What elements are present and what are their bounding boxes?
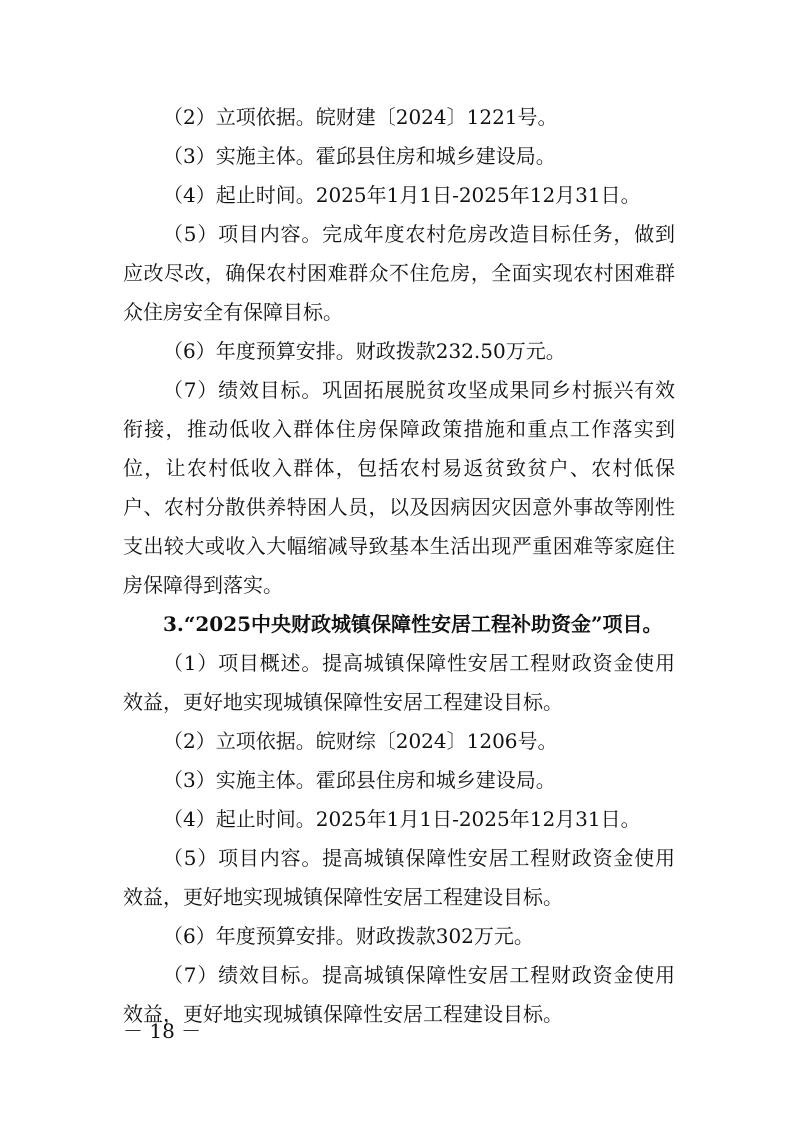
paragraph-budget: （6）年度预算安排。财政拨款232.50万元。 (163, 339, 566, 363)
paragraph-content-2: （5）项目内容。提高城镇保障性安居工程财政资金使用效益，更好地实现城镇保障性安居工程建设目标。 (123, 846, 675, 909)
paragraph-implementer-2: （3）实施主体。霍邱县住房和城乡建设局。 (163, 768, 556, 792)
page-number: － 18 － (123, 1019, 202, 1043)
paragraph-goal-2: （7）绩效目标。提高城镇保障性安居工程财政资金使用效益，更好地实现城镇保障性安居工程建设目标。 (123, 963, 675, 1026)
paragraph-basis-2: （2）立项依据。皖财综〔2024〕1206号。 (163, 729, 558, 753)
paragraph-period: （4）起止时间。2025年1月1日-2025年12月31日。 (163, 183, 641, 207)
paragraph-goal: （7）绩效目标。巩固拓展脱贫攻坚成果同乡村振兴有效衔接，推动低收入群体住房保障政策措施和重点工作落实到位，让农村低收入群体，包括农村易返贫致贫户、农村低保户、农村分散供养特困人员，以及因病因灾因意外事故等刚性支出较大或收入大幅缩减导致基本生活出现严重困难等家庭住房保障得到落实。 (123, 378, 675, 597)
paragraph-basis: （2）立项依据。皖财建〔2024〕1221号。 (163, 105, 558, 129)
paragraph-content: （5）项目内容。完成年度农村危房改造目标任务，做到应改尽改，确保农村困难群众不住危房，全面实现农村困难群众住房安全有保障目标。 (123, 222, 675, 324)
section-heading: 3.“2025中央财政城镇保障性安居工程补助资金”项目。 (163, 612, 663, 636)
paragraph-overview: （1）项目概述。提高城镇保障性安居工程财政资金使用效益，更好地实现城镇保障性安居工程建设目标。 (123, 651, 675, 714)
paragraph-period-2: （4）起止时间。2025年1月1日-2025年12月31日。 (163, 807, 641, 831)
document-body (123, 98, 675, 1034)
paragraph-implementer: （3）实施主体。霍邱县住房和城乡建设局。 (163, 144, 556, 168)
paragraph-budget-2: （6）年度预算安排。财政拨款302万元。 (163, 924, 534, 948)
